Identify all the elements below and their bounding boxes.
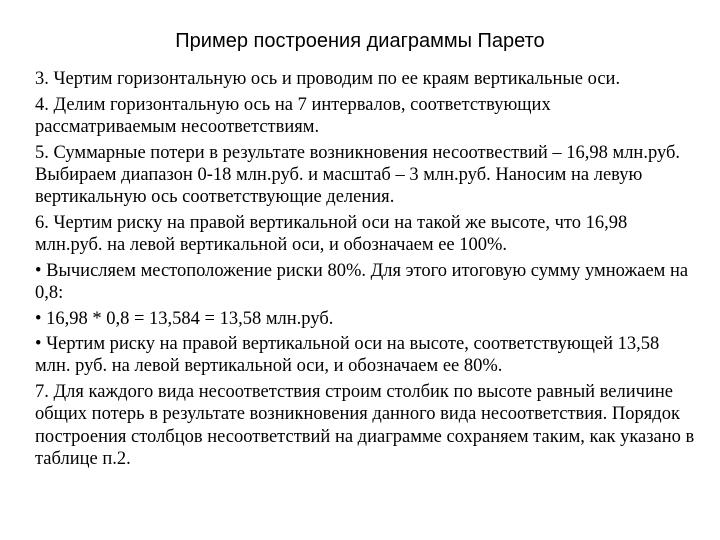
slide-title: Пример построения диаграммы Парето [175,30,545,52]
paragraph-bullet-calc-80: • Вычисляем местоположение риски 80%. Для этого итоговую сумму умножаем на 0,8: [35,260,689,303]
paragraph-step-5: 5. Суммарные потери в результате возникновения несоотвествий – 16,98 млн.руб. Выбираем диапазон 0-18 млн.руб. и масштаб – 3 млн.руб. Наносим на левую вертикальную ось соответствующие деления. [35,142,681,208]
paragraph-step-3: 3. Чертим горизонтальную ось и проводим по ее краям вертикальные оси. [35,69,621,89]
slide-body [35,68,695,473]
paragraph-step-7: 7. Для каждого вида несоответствия строим столбик по высоте равный величине общих потерь в результате возникновения данного вида несоответствия. Порядок построения столбцов несоответствий на диаграмме сохраняем таким, как указано в таблице п.2. [35,382,695,469]
paragraph-bullet-formula: • 16,98 * 0,8 = 13,584 = 13,58 млн.руб. [35,308,334,329]
paragraph-bullet-draw-80: • Чертим риску на правой вертикальной оси на высоте, соответствующей 13,58 млн. руб. на левой вертикальной оси, и обозначаем ее 80%. [35,334,660,377]
paragraph-step-6: 6. Чертим риску на правой вертикальной оси на такой же высоте, что 16,98 млн.руб. на левой вертикальной оси, и обозначаем ее 100%. [35,212,628,255]
paragraph-step-4: 4. Делим горизонтальную ось на 7 интервалов, соответствующих рассматриваемым несоответствиям. [35,94,551,137]
